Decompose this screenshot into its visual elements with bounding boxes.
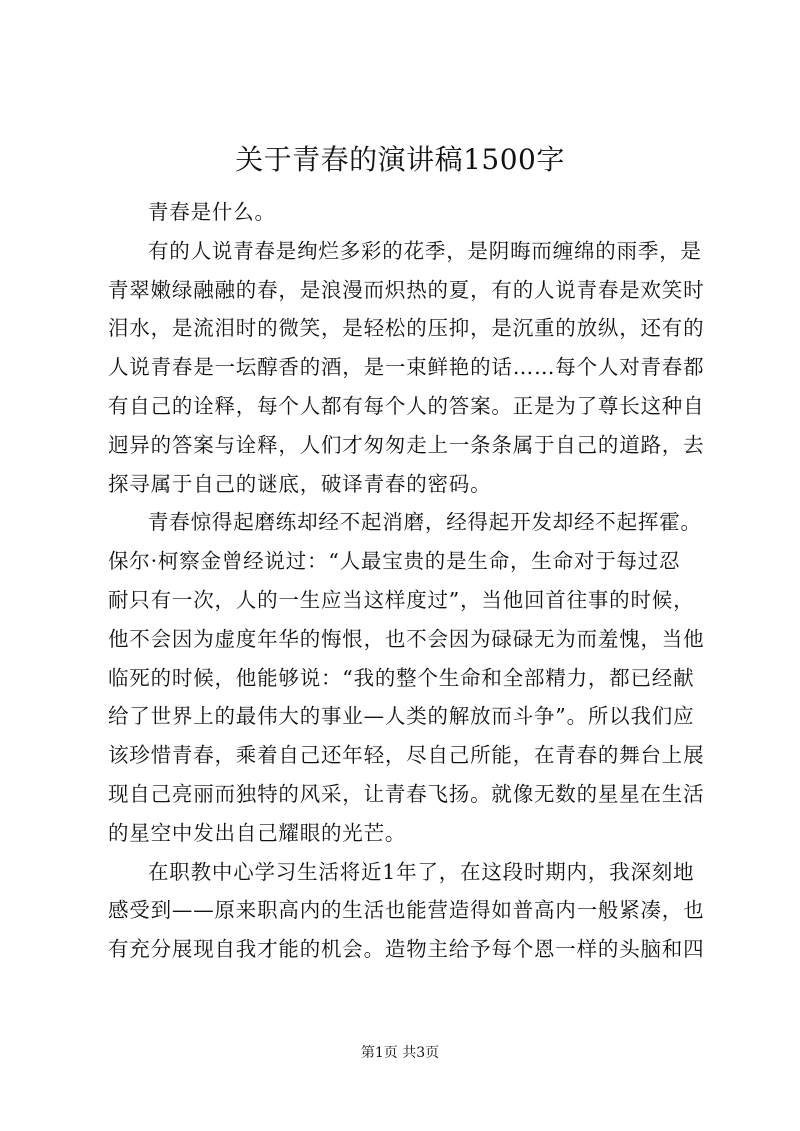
paragraph-line: 给了世界上的最伟大的事业—人类的解放而斗争”。所以我们应: [108, 704, 695, 729]
paragraph-line: 有的人说青春是绚烂多彩的花季，是阴晦而缠绵的雨季，是: [148, 238, 702, 263]
paragraph-line: 现自己亮丽而独特的风采，让青春飞扬。就像无数的星星在生活: [108, 781, 705, 806]
paragraph-line: 人说青春是一坛醇香的酒，是一束鲜艳的话……每个人对青春都: [108, 355, 705, 380]
paragraph-line: 泪水，是流泪时的微笑，是轻松的压抑，是沉重的放纵，还有的: [108, 316, 705, 341]
document-body: [108, 193, 728, 969]
paragraph-line: 该珍惜青春，乘着自己还年轻，尽自己所能，在青春的舞台上展: [108, 743, 705, 768]
paragraph-line: 青翠嫩绿融融的春，是浪漫而炽热的夏，有的人说青春是欢笑时: [108, 277, 705, 302]
paragraph-line: 的星空中发出自己耀眼的光芒。: [108, 820, 407, 845]
paragraph-line: 临死的时候，他能够说：“我的整个生命和全部精力，都已经献: [108, 665, 695, 690]
paragraph-line: 迥异的答案与诠释，人们才匆匆走上一条条属于自己的道路，去: [108, 432, 705, 457]
document-title: 关于青春的演讲稿1500字: [235, 143, 565, 176]
paragraph-line: 保尔·柯察金曾经说过：“人最宝贵的是生命，生命对于每过忍: [108, 549, 681, 574]
paragraph-line: 他不会因为虚度年华的悔恨，也不会因为碌碌无为而羞愧，当他: [108, 626, 705, 651]
paragraph-line: 探寻属于自己的谜底，破译青春的密码。: [108, 471, 492, 496]
page-number-footer: 第1页 共3页: [360, 1045, 440, 1061]
paragraph-line: 有自己的诠释，每个人都有每个人的答案。正是为了尊长这种自: [108, 393, 705, 418]
paragraph-line: 青春惊得起磨练却经不起消磨，经得起开发却经不起挥霍。: [148, 510, 702, 535]
paragraph-line: 耐只有一次，人的一生应当这样度过”，当他回首往事的时候，: [108, 587, 695, 612]
paragraph-line: 有充分展现自我才能的机会。造物主给予每个恩一样的头脑和四: [108, 937, 705, 962]
paragraph-line: 感受到——原来职高内的生活也能营造得如普高内一般紧凑，也: [108, 898, 705, 923]
paragraph-line: 在职教中心学习生活将近1年了，在这段时期内，我深刻地: [148, 859, 695, 884]
paragraph-line: 青春是什么。: [148, 200, 276, 224]
